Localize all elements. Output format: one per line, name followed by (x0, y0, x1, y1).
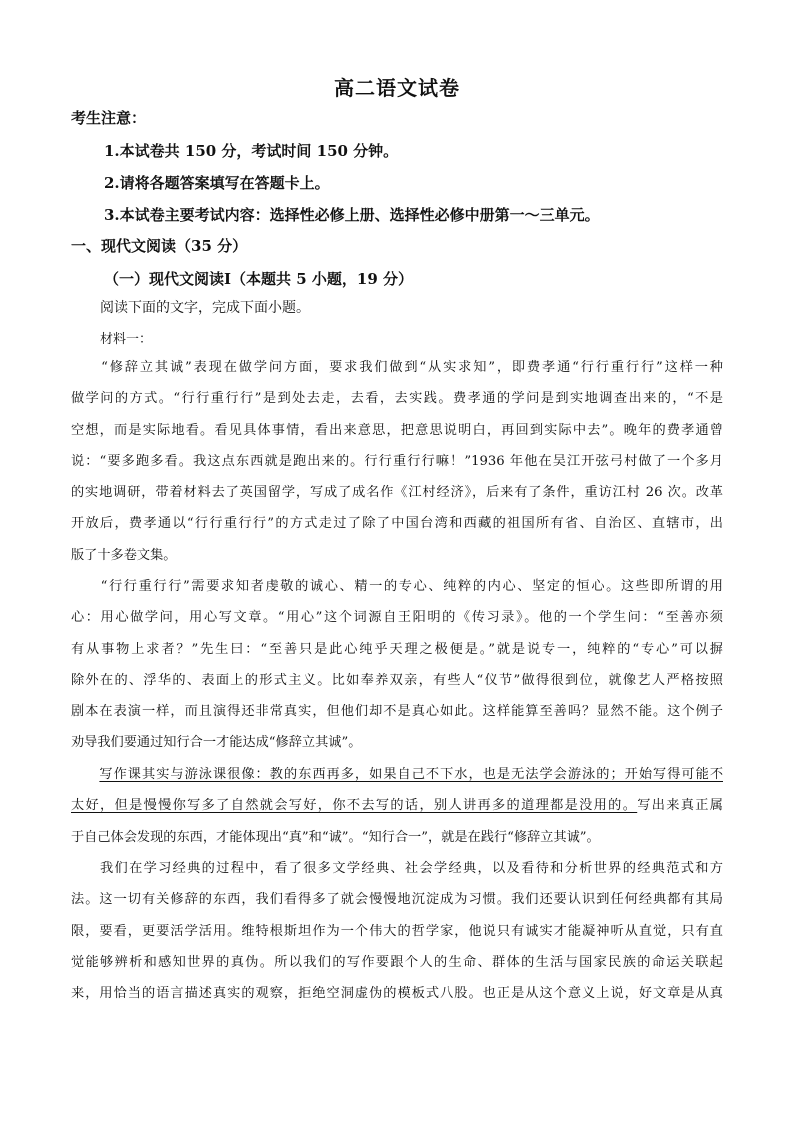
paragraph-line: 说：“要多跑多看。我这点东西就是跑出来的。行行重行行嘛！”1936 年他在吴江开弦弓村做了一个多月 (71, 453, 723, 469)
paragraph-3 (71, 759, 723, 853)
underlined-text: 写作课其实与游泳课很像：教的东西再多，如果自己不下水，也是无法学会游泳的；开始写得可能不 (99, 767, 723, 782)
subsection-heading: （一）现代文阅读Ⅰ（本题共 5 小题，19 分） (104, 270, 413, 288)
notice-item-2: 2.请将各题答案填写在答题卡上。 (104, 174, 330, 192)
paragraph-2 (71, 571, 723, 759)
exam-title: 高二语文试卷 (334, 76, 460, 100)
notice-item-1: 1.本试卷共 150 分，考试时间 150 分钟。 (104, 142, 399, 160)
section-heading: 一、现代文阅读（35 分） (71, 237, 248, 255)
paragraph-line: 开放后，费孝通以“行行重行行”的方式走过了除了中国台湾和西藏的祖国所有省、自治区、直辖市，出 (71, 516, 723, 532)
paragraph-line: 有从事物上求者？”先生曰：“至善只是此心纯乎天理之极便是。”就是说专一，纯粹的“专心”可以摒 (71, 641, 723, 657)
paragraph-line: 剧本在表演一样，而且演得还非常真实，但他们却不是真心如此。这样能算至善吗？显然不能。这个例子 (71, 704, 723, 720)
paragraph-line-underlined (71, 790, 723, 821)
paragraph-line: 做学问的方式。“行行重行行”是到处去走，去看，去实践。费孝通的学问是到实地调查出来的，“不是 (71, 391, 723, 407)
paragraph-line: 于自己体会发现的东西，才能体现出“真”和“诚”。“知行合一”，就是在践行“修辞立其诚”。 (71, 829, 600, 845)
notice-heading: 考生注意： (71, 109, 147, 127)
paragraph-line: 的实地调研，带着材料去了英国留学，写成了成名作《江村经济》，后来有了条件，重访江村 26 次。改革 (71, 485, 723, 501)
paragraph-line: 觉能够辨析和感知世界的真伪。所以我们的写作要跟个人的生命、群体的生活与国家民族的命运关联起 (71, 954, 723, 970)
paragraph-line: 空想，而是实际地看。看见具体事情，看出来意思，把意思说明白，再回到实际中去”。晚年的费孝通曾 (71, 422, 723, 438)
paragraph-1 (71, 352, 723, 571)
reading-instruction: 阅读下面的文字，完成下面小题。 (100, 300, 310, 316)
paragraph-4 (71, 853, 723, 1009)
paragraph-line: “修辞立其诚”表现在做学问方面，要求我们做到“从实求知”，即费孝通“行行重行行”这样一种 (71, 360, 723, 375)
paragraph-line: “行行重行行”需要求知者虔敬的诚心、精一的专心、纯粹的内心、坚定的恒心。这些即所谓的用 (71, 579, 723, 594)
paragraph-line: 限，要看，更要活学活用。维特根斯坦作为一个伟大的哲学家，他说只有诚实才能凝神听从直觉，只有直 (71, 923, 723, 939)
paragraph-line: 我们在学习经典的过程中，看了很多文学经典、社会学经典，以及看待和分析世界的经典范式和方 (71, 861, 723, 876)
plain-text: 写出来真正属 (637, 798, 723, 814)
paragraph-line: 除外在的、浮华的、表面上的形式主义。比如奉养双亲，有些人“仪节”做得很到位，就像艺人严格按照 (71, 672, 723, 688)
paragraph-line: 版了十多卷文集。 (71, 547, 177, 563)
paragraph-line: 心：用心做学问，用心写文章。“用心”这个词源自王阳明的《传习录》。他的一个学生问：“至善亦须 (71, 610, 723, 626)
underlined-text: 太好，但是慢慢你写多了自然就会写好，你不去写的话，别人讲再多的道理都是没用的。 (71, 798, 638, 814)
paragraph-line: 劝导我们要通过知行合一才能达成“修辞立其诚”。 (71, 735, 362, 751)
material-label: 材料一： (100, 332, 153, 347)
paragraph-line: 法。这一切有关修辞的东西，我们看得多了就会慢慢地沉淀成为习惯。我们还要认识到任何经典都有其局 (71, 892, 723, 908)
paragraph-line: 来，用恰当的语言描述真实的观察，拒绝空洞虚伪的模板式八股。也正是从这个意义上说，好文章是从真 (71, 986, 723, 1002)
notice-item-3: 3.本试卷主要考试内容：选择性必修上册、选择性必修中册第一～三单元。 (104, 206, 600, 224)
paragraph-line-underlined (71, 759, 723, 790)
